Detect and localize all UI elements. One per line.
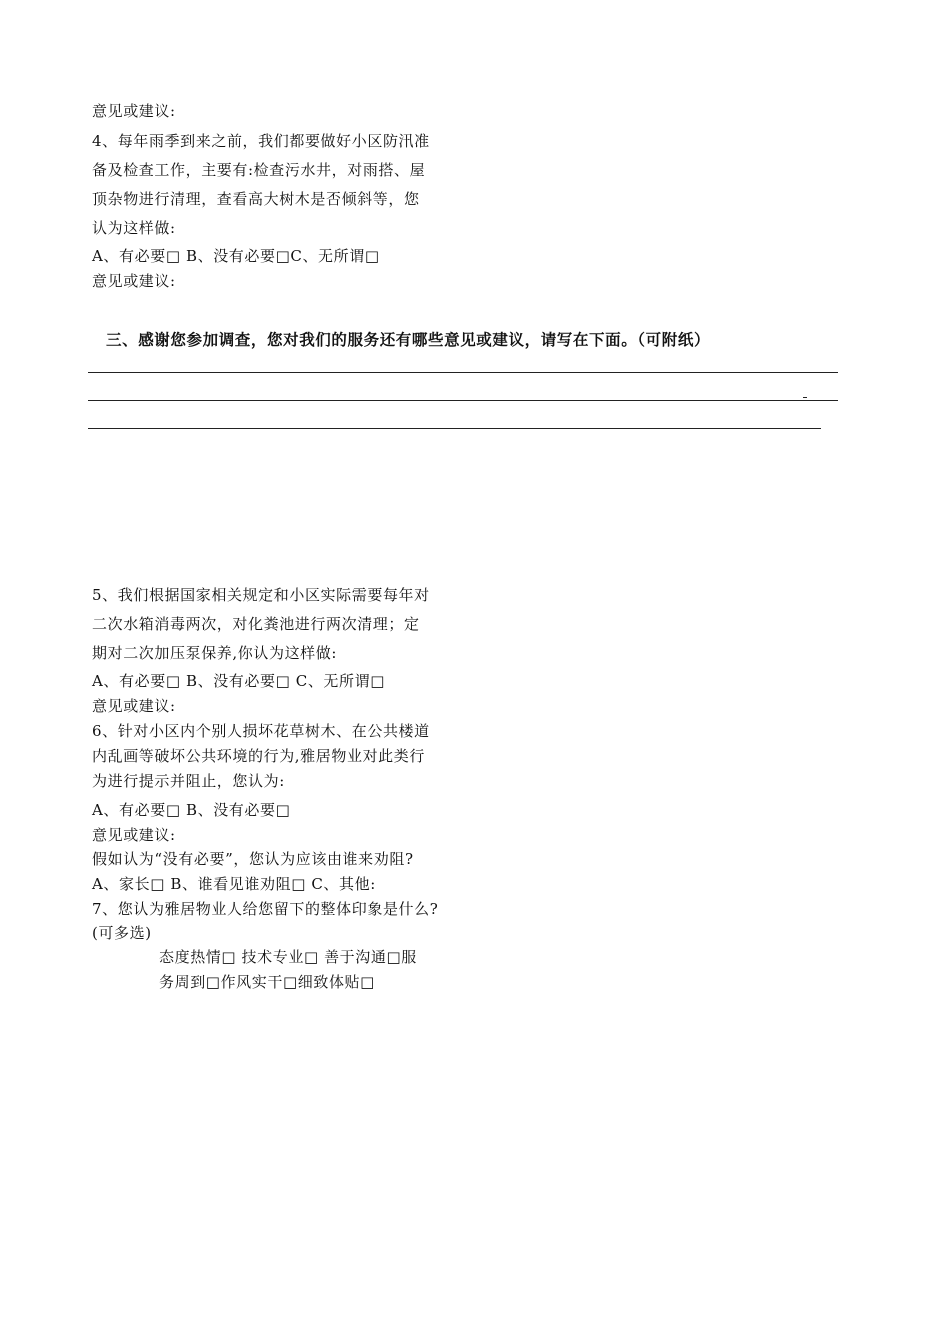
question-4-line-3: 顶杂物进行清理，查看高大树木是否倾斜等，您 bbox=[92, 190, 420, 208]
question-6-line-2: 内乱画等破坏公共环境的行为,雅居物业对此类行 bbox=[92, 747, 425, 765]
question-6-options: A、有必要□ B、没有必要□ bbox=[92, 801, 291, 819]
question-4-line-2: 备及检查工作，主要有:检查污水井，对雨搭、屋 bbox=[92, 161, 426, 179]
question-5-line-2: 二次水箱消毒两次，对化粪池进行两次清理；定 bbox=[92, 615, 420, 633]
question-6-line-3: 为进行提示并阻止，您认为: bbox=[92, 772, 285, 790]
suggestion-label: 意见或建议: bbox=[92, 102, 176, 120]
suggestion-label: 意见或建议: bbox=[92, 697, 176, 715]
question-6-followup-options: A、家长□ B、谁看见谁劝阻□ C、其他: bbox=[92, 875, 376, 893]
question-6-followup: 假如认为“没有必要”，您认为应该由谁来劝阻? bbox=[92, 850, 414, 868]
section-3-heading: 三、感谢您参加调查，您对我们的服务还有哪些意见或建议，请写在下面。（可附纸） bbox=[106, 331, 711, 349]
question-6-line-1: 6、针对小区内个别人损坏花草树木、在公共楼道 bbox=[92, 722, 430, 740]
answer-line bbox=[88, 400, 838, 401]
suggestion-label: 意见或建议: bbox=[92, 272, 176, 290]
suggestion-label: 意见或建议: bbox=[92, 826, 176, 844]
question-7-options-2: 务周到□作风实干□细致体贴□ bbox=[159, 973, 375, 991]
answer-line bbox=[88, 428, 821, 429]
question-5-line-3: 期对二次加压泵保养,你认为这样做: bbox=[92, 644, 338, 662]
question-7-line-2: (可多选) bbox=[92, 924, 152, 942]
question-7-line-1: 7、您认为雅居物业人给您留下的整体印象是什么? bbox=[92, 900, 439, 918]
question-4-line-4: 认为这样做: bbox=[92, 219, 176, 237]
answer-line bbox=[88, 372, 838, 373]
answer-line-tick bbox=[803, 397, 807, 398]
question-4-line-1: 4、每年雨季到来之前，我们都要做好小区防汛准 bbox=[92, 132, 430, 150]
question-5-options: A、有必要□ B、没有必要□ C、无所谓□ bbox=[92, 672, 385, 690]
question-5-line-1: 5、我们根据国家相关规定和小区实际需要每年对 bbox=[92, 586, 430, 604]
question-4-options: A、有必要□ B、没有必要□C、无所谓□ bbox=[92, 247, 380, 265]
question-7-options-1: 态度热情□ 技术专业□ 善于沟通□服 bbox=[159, 948, 417, 966]
